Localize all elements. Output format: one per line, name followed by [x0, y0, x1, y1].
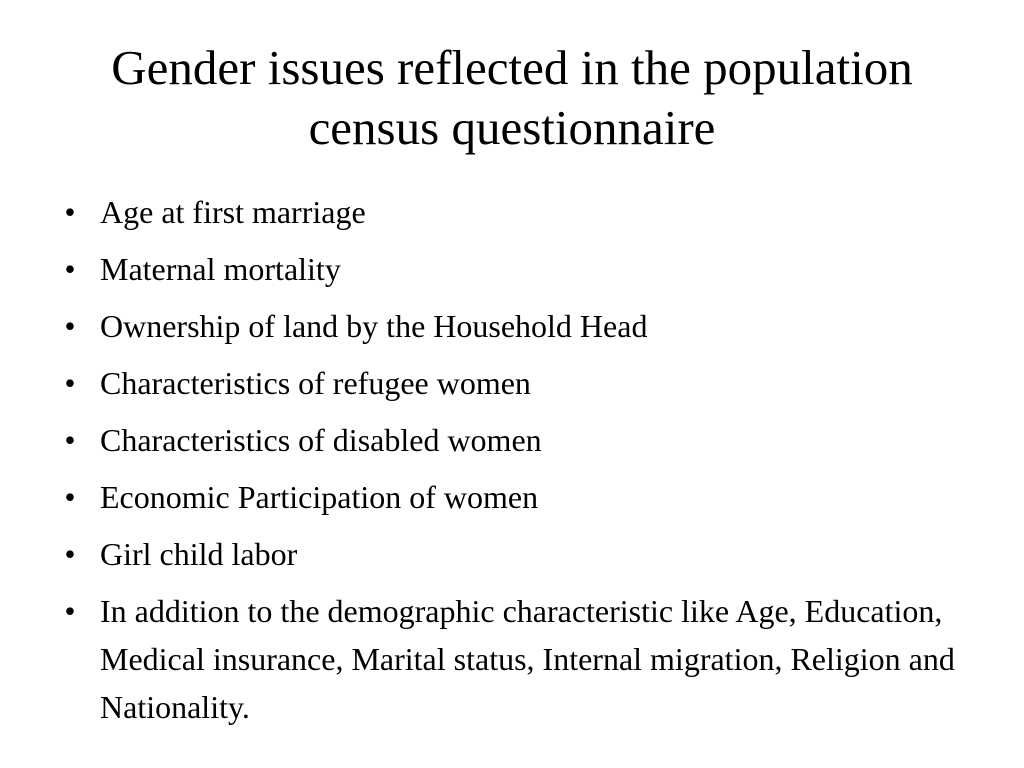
bullet-icon: •: [64, 194, 76, 230]
bullet-icon: •: [64, 251, 76, 287]
bullet-item: [60, 416, 960, 464]
bullet-icon: •: [64, 365, 76, 401]
bullet-icon: •: [64, 308, 76, 344]
bullet-item: [60, 473, 960, 521]
bullet-text: Characteristics of refugee women: [100, 365, 531, 401]
bullet-item: [60, 302, 960, 350]
bullet-text: Characteristics of disabled women: [100, 422, 542, 458]
bullet-text: Maternal mortality: [100, 251, 341, 287]
slide-title: Gender issues reflected in the population census questionnaire: [111, 40, 913, 155]
bullet-text: Ownership of land by the Household Head: [100, 308, 648, 344]
bullet-item: [60, 188, 960, 236]
bullet-text: Economic Participation of women: [100, 479, 539, 515]
bullet-icon: •: [64, 422, 76, 458]
bullet-text: In addition to the demographic characteristic like Age, Education, Medical insurance, Marital status, Internal migration, Religion and Nationality.: [100, 593, 955, 725]
bullet-list: [60, 188, 960, 740]
bullet-icon: •: [64, 593, 76, 629]
bullet-item: [60, 530, 960, 578]
bullet-text: Age at first marriage: [100, 194, 366, 230]
bullet-item: [60, 245, 960, 293]
bullet-icon: •: [64, 479, 76, 515]
bullet-item: [60, 359, 960, 407]
bullet-icon: •: [64, 536, 76, 572]
bullet-item: [60, 587, 960, 731]
bullet-text: Girl child labor: [100, 536, 298, 572]
